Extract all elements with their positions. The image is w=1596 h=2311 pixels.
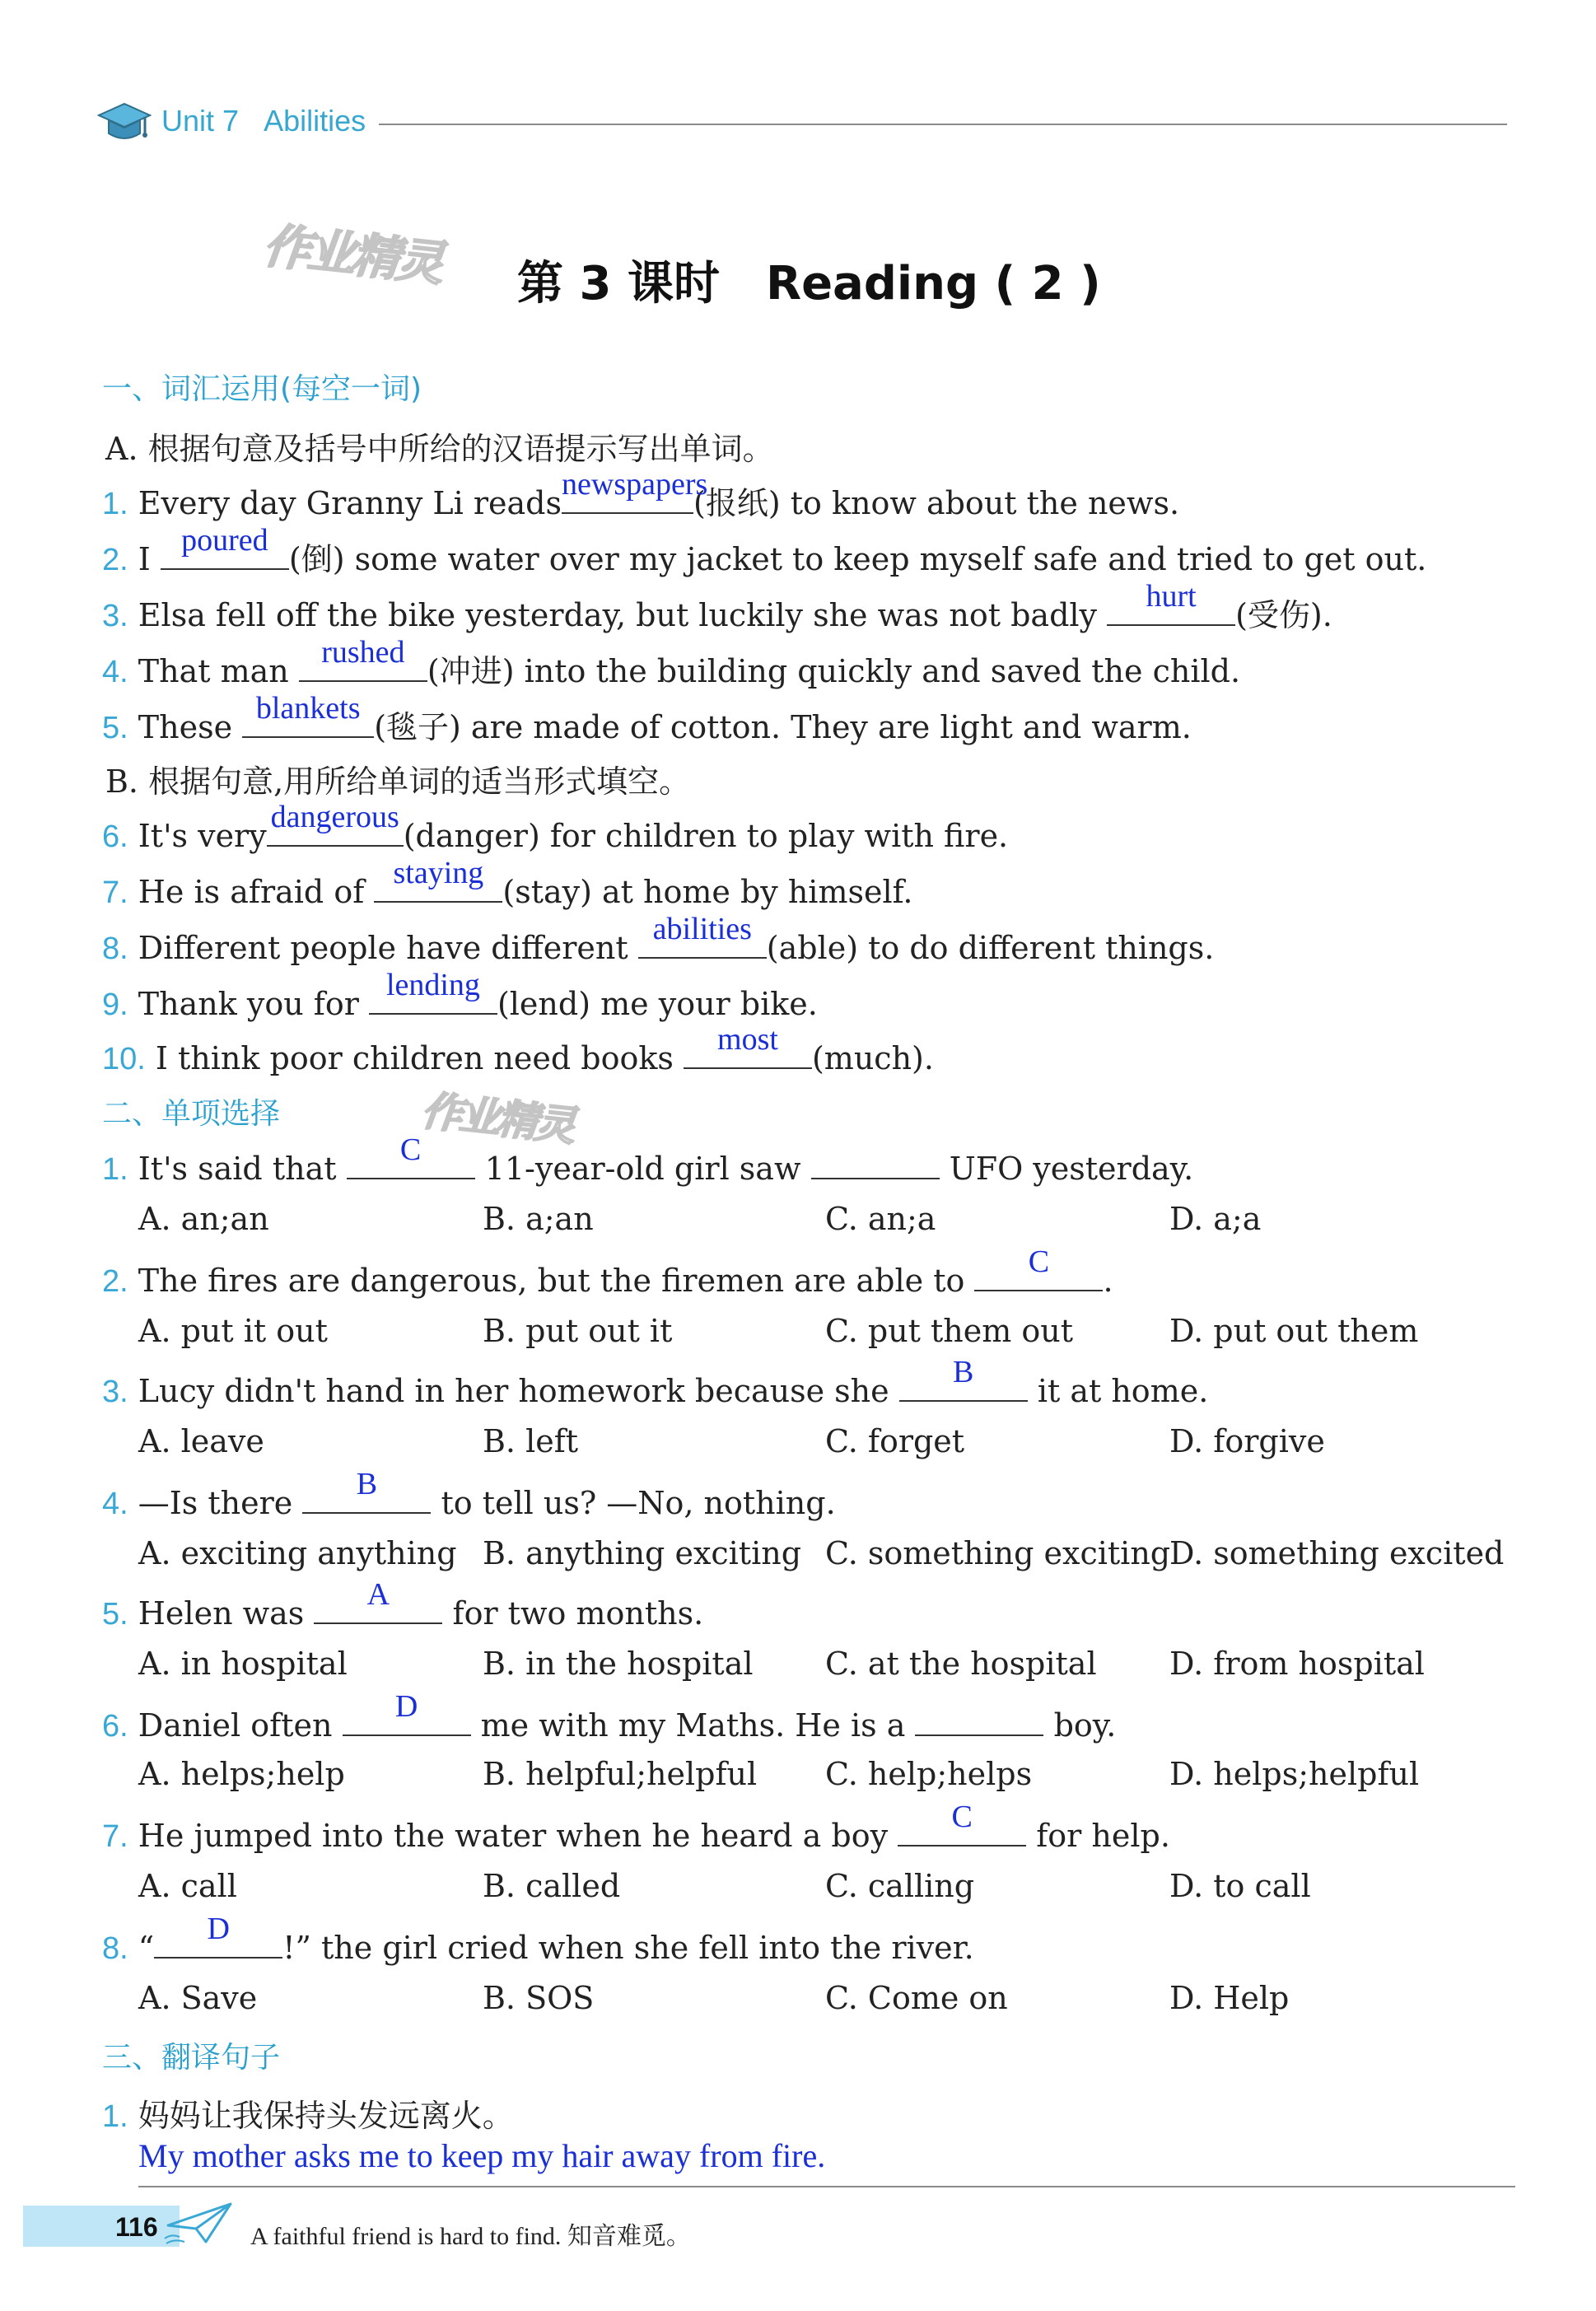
answer-blank[interactable] bbox=[684, 1022, 812, 1069]
answer-blank[interactable] bbox=[369, 968, 497, 1015]
answer-text: D bbox=[394, 1689, 418, 1724]
item-text: (毯子) are made of cotton. They are light and warm. bbox=[374, 709, 1192, 745]
option-c[interactable]: C. put them out bbox=[825, 1313, 1073, 1349]
item-text: —Is there bbox=[138, 1485, 293, 1521]
paper-plane-icon bbox=[163, 2197, 237, 2247]
answer-text: D bbox=[207, 1912, 230, 1946]
item-text: Every day Granny Li reads bbox=[138, 485, 562, 521]
answer-blank[interactable] bbox=[242, 691, 374, 738]
vocab-item-3 bbox=[102, 579, 1332, 635]
unit-label: Unit 7 bbox=[161, 104, 240, 138]
item-text: . bbox=[1103, 1263, 1113, 1299]
item-number: 10. bbox=[102, 1042, 146, 1076]
lesson-title: 第 3 课时 Reading ( 2 ) bbox=[517, 257, 1101, 310]
answer-blank[interactable] bbox=[898, 1800, 1026, 1846]
answer-text: C bbox=[1028, 1244, 1050, 1279]
answer-blank[interactable] bbox=[974, 1244, 1103, 1291]
section-vocabulary-title: 一、词汇运用(每空一词) bbox=[102, 372, 422, 406]
answer-text: hurt bbox=[1146, 579, 1197, 614]
item-text: UFO yesterday. bbox=[949, 1151, 1194, 1187]
answer-text: newspapers bbox=[562, 467, 708, 502]
item-text: Elsa fell off the bike yesterday, but luckily she was not badly bbox=[138, 597, 1098, 633]
option-d[interactable]: D. something excited bbox=[1169, 1535, 1505, 1571]
watermark-middle: 作业精灵 bbox=[419, 1086, 576, 1151]
item-text: (报纸) to know about the news. bbox=[693, 485, 1180, 521]
unit-header bbox=[161, 104, 366, 138]
part-a-instruction: A. 根据句意及括号中所给的汉语提示写出单词。 bbox=[105, 431, 774, 467]
item-text: “ bbox=[138, 1930, 155, 1966]
translation-answer[interactable]: My mother asks me to keep my hair away from fire. bbox=[138, 2137, 826, 2174]
option-c[interactable]: C. at the hospital bbox=[825, 1646, 1097, 1682]
item-number: 9. bbox=[102, 987, 128, 1022]
item-text: He jumped into the water when he heard a boy bbox=[138, 1818, 889, 1854]
answer-text: B bbox=[953, 1355, 974, 1389]
item-text: !” the girl cried when she fell into the river. bbox=[282, 1930, 974, 1966]
item-number: 1. bbox=[102, 1152, 128, 1187]
item-text: (lend) me your bike. bbox=[497, 986, 818, 1022]
answer-blank[interactable] bbox=[562, 467, 708, 514]
answer-blank[interactable] bbox=[347, 1132, 475, 1179]
item-number: 5. bbox=[102, 1597, 128, 1632]
vocab-item-10 bbox=[102, 1022, 934, 1077]
item-text: These bbox=[138, 709, 233, 745]
option-a[interactable]: A. exciting anything bbox=[138, 1535, 457, 1571]
item-text: I bbox=[138, 541, 151, 577]
answer-blank[interactable] bbox=[302, 1467, 431, 1514]
item-text: Daniel often bbox=[138, 1707, 333, 1744]
item-number: 2. bbox=[102, 543, 128, 577]
answer-blank[interactable] bbox=[899, 1355, 1028, 1402]
option-c[interactable]: C. help;helps bbox=[825, 1756, 1033, 1792]
answer-text: abilities bbox=[652, 912, 752, 946]
item-text: (danger) for children to play with fire. bbox=[403, 818, 1009, 854]
option-d[interactable]: D. helps;helpful bbox=[1169, 1756, 1420, 1792]
item-text: boy. bbox=[1053, 1707, 1117, 1744]
answer-blank[interactable] bbox=[1107, 579, 1235, 626]
graduation-cap-icon bbox=[97, 100, 152, 147]
option-a[interactable]: A. put it out bbox=[138, 1313, 328, 1349]
item-text: it at home. bbox=[1037, 1373, 1209, 1409]
header-rule bbox=[379, 124, 1507, 125]
item-text: for help. bbox=[1036, 1818, 1170, 1854]
section-translation-title: 三、翻译句子 bbox=[102, 2041, 281, 2075]
mc-item-3 bbox=[102, 1355, 1209, 1410]
item-number: 8. bbox=[102, 1931, 128, 1966]
item-text: It's very bbox=[138, 818, 267, 854]
item-text: It's said that bbox=[138, 1151, 337, 1187]
second-blank[interactable] bbox=[811, 1145, 940, 1179]
page-number: 116 bbox=[115, 2212, 158, 2242]
answer-blank[interactable] bbox=[374, 856, 502, 903]
item-number: 5. bbox=[102, 711, 128, 745]
option-b[interactable]: B. SOS bbox=[483, 1980, 595, 2016]
item-text: 11-year-old girl saw bbox=[484, 1151, 801, 1187]
answer-text: C bbox=[399, 1132, 422, 1167]
answer-blank[interactable] bbox=[638, 912, 767, 959]
option-d[interactable]: D. to call bbox=[1169, 1868, 1311, 1904]
item-text: (able) to do different things. bbox=[766, 930, 1215, 966]
option-d[interactable]: D. a;a bbox=[1169, 1201, 1262, 1237]
option-a[interactable]: A. call bbox=[138, 1868, 237, 1904]
mc-item-1 bbox=[102, 1132, 1194, 1188]
option-b[interactable]: B. called bbox=[483, 1868, 621, 1904]
option-c[interactable]: C. calling bbox=[825, 1868, 975, 1904]
option-b[interactable]: B. in the hospital bbox=[483, 1646, 754, 1682]
option-b[interactable]: B. put out it bbox=[483, 1313, 673, 1349]
item-text: for two months. bbox=[452, 1595, 704, 1632]
answer-text: poured bbox=[181, 523, 268, 558]
item-text: (倒) some water over my jacket to keep myself safe and tried to get out. bbox=[288, 541, 1427, 577]
answer-blank[interactable] bbox=[314, 1577, 442, 1624]
option-c[interactable]: C. Come on bbox=[825, 1980, 1008, 2016]
option-d[interactable]: D. from hospital bbox=[1169, 1646, 1425, 1682]
item-number: 7. bbox=[102, 875, 128, 910]
item-number: 4. bbox=[102, 1487, 128, 1521]
mc-item-2 bbox=[102, 1244, 1113, 1300]
vocab-item-9 bbox=[102, 968, 818, 1023]
item-number: 6. bbox=[102, 819, 128, 854]
option-c[interactable]: C. forget bbox=[825, 1423, 965, 1459]
item-number: 1. bbox=[102, 2099, 128, 2134]
option-b[interactable]: B. a;an bbox=[483, 1201, 594, 1237]
answer-text: rushed bbox=[321, 635, 405, 670]
item-number: 1. bbox=[102, 487, 128, 521]
item-number: 4. bbox=[102, 655, 128, 689]
translation-item-1 bbox=[102, 2090, 514, 2136]
item-text: to tell us? —No, nothing. bbox=[441, 1485, 836, 1521]
item-text: Lucy didn't hand in her homework because she bbox=[138, 1373, 889, 1409]
answer-text: B bbox=[356, 1467, 378, 1501]
vocab-item-2 bbox=[102, 523, 1427, 579]
mc-item-7 bbox=[102, 1800, 1170, 1855]
answer-blank[interactable] bbox=[161, 523, 289, 570]
unit-title: Abilities bbox=[264, 104, 366, 138]
item-text: Different people have different bbox=[138, 930, 628, 966]
item-text: (受伤). bbox=[1235, 597, 1332, 633]
answer-blank[interactable] bbox=[154, 1912, 282, 1959]
option-b[interactable]: B. helpful;helpful bbox=[483, 1756, 758, 1792]
item-text: He is afraid of bbox=[138, 874, 365, 910]
mc-item-6 bbox=[102, 1689, 1117, 1744]
option-d[interactable]: D. put out them bbox=[1169, 1313, 1419, 1349]
mc-item-8 bbox=[102, 1912, 974, 1967]
item-number: 3. bbox=[102, 599, 128, 633]
option-a[interactable]: A. in hospital bbox=[138, 1646, 348, 1682]
option-a[interactable]: A. Save bbox=[138, 1980, 258, 2016]
option-a[interactable]: A. helps;help bbox=[138, 1756, 345, 1792]
option-c[interactable]: C. an;a bbox=[825, 1201, 936, 1237]
item-number: 2. bbox=[102, 1264, 128, 1299]
second-blank[interactable] bbox=[915, 1702, 1043, 1736]
item-text: That man bbox=[138, 653, 289, 689]
item-text: Helen was bbox=[138, 1595, 305, 1632]
vocab-item-4 bbox=[102, 635, 1241, 691]
watermark-top: 作业精灵 bbox=[260, 217, 444, 292]
answer-text: A bbox=[366, 1577, 390, 1612]
mc-item-4 bbox=[102, 1467, 836, 1522]
option-d[interactable]: D. forgive bbox=[1169, 1423, 1325, 1459]
item-text: me with my Maths. He is a bbox=[480, 1707, 906, 1744]
answer-blank[interactable] bbox=[267, 800, 404, 847]
answer-text: C bbox=[951, 1800, 973, 1834]
option-d[interactable]: D. Help bbox=[1169, 1980, 1290, 2016]
vocab-item-8 bbox=[102, 912, 1215, 967]
answer-blank[interactable] bbox=[299, 635, 427, 682]
section-multiple-choice-title: 二、单项选择 bbox=[102, 1097, 281, 1131]
item-text: (stay) at home by himself. bbox=[502, 874, 913, 910]
part-b-instruction: B. 根据句意,用所给单词的适当形式填空。 bbox=[105, 763, 691, 800]
vocab-item-7 bbox=[102, 856, 913, 911]
item-text: I think poor children need books bbox=[155, 1040, 674, 1076]
answer-text: dangerous bbox=[270, 800, 399, 834]
item-text: 妈妈让我保持头发远离火。 bbox=[138, 2098, 514, 2134]
answer-text: lending bbox=[385, 968, 480, 1002]
vocab-item-6 bbox=[102, 800, 1009, 855]
item-number: 8. bbox=[102, 931, 128, 966]
option-b[interactable]: B. anything exciting bbox=[483, 1535, 802, 1571]
item-text: Thank you for bbox=[138, 986, 359, 1022]
item-number: 7. bbox=[102, 1819, 128, 1854]
answer-text: most bbox=[717, 1022, 778, 1057]
vocab-item-5 bbox=[102, 691, 1192, 747]
item-text: (冲进) into the building quickly and saved the child. bbox=[427, 653, 1241, 689]
answer-blank[interactable] bbox=[343, 1689, 471, 1736]
vocab-item-1 bbox=[102, 467, 1180, 523]
mc-item-5 bbox=[102, 1577, 704, 1632]
option-a[interactable]: A. leave bbox=[138, 1423, 264, 1459]
option-b[interactable]: B. left bbox=[483, 1423, 579, 1459]
answer-text: staying bbox=[393, 856, 484, 890]
footer-rule bbox=[138, 2186, 1515, 2187]
option-c[interactable]: C. something exciting bbox=[825, 1535, 1171, 1571]
option-a[interactable]: A. an;an bbox=[138, 1201, 269, 1237]
item-text: (much). bbox=[811, 1040, 934, 1076]
item-number: 6. bbox=[102, 1709, 128, 1744]
answer-text: blankets bbox=[255, 691, 361, 726]
item-number: 3. bbox=[102, 1375, 128, 1409]
item-text: The fires are dangerous, but the firemen are able to bbox=[138, 1263, 965, 1299]
footer-motto: A faithful friend is hard to find. 知音难觅。 bbox=[250, 2223, 691, 2250]
